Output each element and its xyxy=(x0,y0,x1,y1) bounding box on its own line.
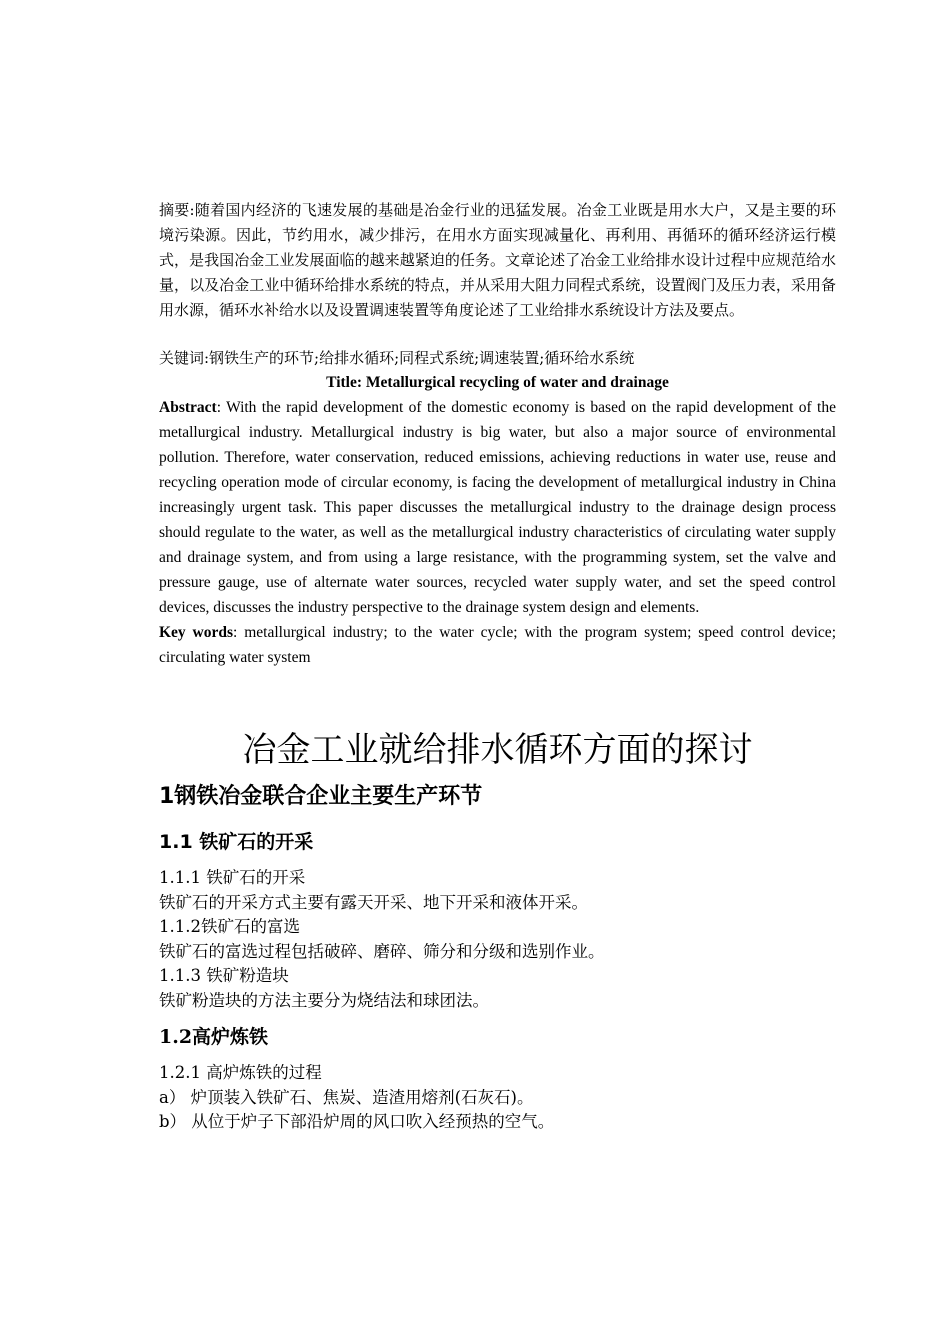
keywords-label: Key words xyxy=(159,624,234,641)
paragraph: 铁矿石的富选过程包括破碎、磨碎、筛分和分级和选别作业。 xyxy=(159,941,605,961)
abstract-label: Abstract xyxy=(159,399,217,416)
subsubsection-title: 1.1.1 铁矿石的开采 xyxy=(159,868,306,887)
list-item: a） 炉顶装入铁矿石、焦炭、造渣用熔剂(石灰石)。 xyxy=(159,1087,534,1107)
chinese-abstract: 摘要:随着国内经济的飞速发展的基础是冶金行业的迅猛发展。冶金工业既是用水大户，又是主要的环境污染源。因此，节约用水，减少排污，在用水方面实现减量化、再利用、再循环的循环经济运行模式，是我国冶金工业发展面临的越来越紧迫的任务。文章论述了冶金工业给排水设计过程中应规范给水量，以及冶金工业中循环给排水系统的特点，并从采用大阻力同程式系统，设置阀门及压力表，采用备用水源，循环水补给水以及设置调速装置等角度论述了工业给排水系统设计方法及要点。 xyxy=(159,201,836,319)
list-item: b） 从位于炉子下部沿炉周的风口吹入经预热的空气。 xyxy=(159,1112,555,1131)
main-title: 冶金工业就给排水循环方面的探讨 xyxy=(242,730,753,770)
keywords-text: : metallurgical industry; to the water cycle; with the program system; speed control device; circulating water system xyxy=(159,624,836,666)
subsubsection-title: 1.1.2铁矿石的富选 xyxy=(159,917,300,936)
section-heading: 1钢铁冶金联合企业主要生产环节 xyxy=(159,784,483,809)
subsubsection-title: 1.2.1 高炉炼铁的过程 xyxy=(159,1063,322,1082)
english-abstract xyxy=(159,395,836,620)
paragraph: 铁矿粉造块的方法主要分为烧结法和球团法。 xyxy=(159,990,489,1010)
paragraph: 铁矿石的开采方式主要有露天开采、地下开采和液体开采。 xyxy=(159,892,588,912)
document-page xyxy=(159,198,836,1135)
english-title: Title: Metallurgical recycling of water and drainage xyxy=(326,374,669,391)
subsection-heading: 1.2高炉炼铁 xyxy=(159,1026,269,1048)
subsection-heading: 1.1 铁矿石的开采 xyxy=(159,831,314,853)
chinese-keywords: 关键词:钢铁生产的环节;给排水循环;同程式系统;调速装置;循环给水系统 xyxy=(159,349,635,367)
english-keywords xyxy=(159,620,836,670)
abstract-text: : With the rapid development of the domestic economy is based on the rapid development of the metallurgical industry. Metallurgical industry is big water, but also a major source of environmental pollution. Therefore, water conservation, reduced emissions, achieving reductions in water use, reuse and recycling operation mode of circular economy, is facing the development of metallurgical industry in China increasingly urgent task. This paper discusses the metallurgical industry to the drainage design process should regulate to the water, as well as the metallurgical industry characteristics of circulating water supply and drainage system, and from using a large resistance, with the programming system, set the valve and pressure gauge, use of alternate water sources, recycled water supply water, and set the speed control devices, discusses the industry perspective to the drainage system design and elements. xyxy=(159,399,836,616)
subsubsection-title: 1.1.3 铁矿粉造块 xyxy=(159,966,289,985)
